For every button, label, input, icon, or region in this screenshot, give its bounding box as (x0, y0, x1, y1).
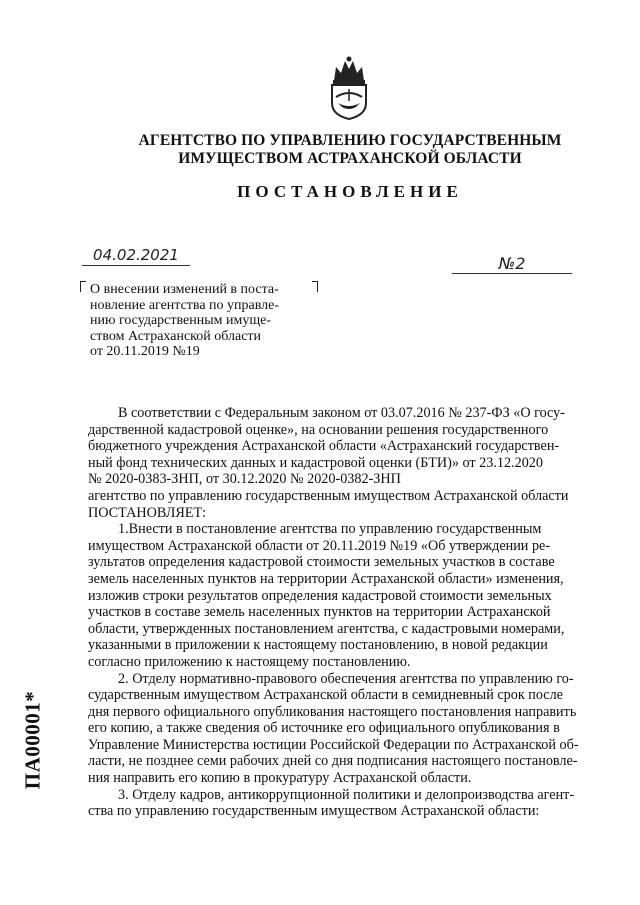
body-line: дня первого официального опубликования настоящего постановления направить (88, 703, 577, 720)
body-line: земель населенных пунктов на территории Астраханской области» изменения, (88, 570, 564, 587)
body-line: изложив строки результатов определения кадастровой стоимости земельных (88, 587, 552, 604)
document-date: 04.02.2021 (82, 246, 190, 266)
body-line: области, утвержденных постановлением агентства, с кадастровыми номерами, (88, 620, 565, 637)
body-line: ПОСТАНОВЛЯЕТ: (88, 504, 207, 521)
registration-stamp (18, 690, 48, 790)
subject-line: новление агентства по управле- (90, 297, 280, 313)
body-line: ный фонд технических данных и кадастровой оценки (БТИ)» от 23.12.2020 (88, 454, 543, 471)
body-line: 2. Отделу нормативно-правового обеспечения агентства по управлению го- (118, 670, 574, 687)
subject-block (90, 282, 316, 360)
subject-line: О внесении изменений в поста- (90, 282, 279, 297)
body-line: сударственным имуществом Астраханской области в семидневный срок после (88, 687, 563, 704)
body-line: 3. Отделу кадров, антикоррупционной политики и делопроизводства агент- (118, 786, 575, 803)
body-line: № 2020-0383-ЗНП, от 30.12.2020 № 2020-0382-ЗНП (88, 471, 401, 488)
coat-of-arms-icon (326, 55, 372, 121)
body-line: указанными в приложении к настоящему постановлению, в новой редакции (88, 637, 548, 654)
document-type: ПОСТАНОВЛЕНИЕ (237, 182, 463, 201)
body-line: зультатов определения кадастровой стоимости земельных участков в составе (88, 554, 555, 571)
body-line: В соответствии с Федеральным законом от 03.07.2016 № 237-ФЗ «О госу- (118, 405, 565, 421)
subject-line: нию государственным имуще- (90, 313, 272, 328)
stamp-text: ПА00001* (20, 690, 45, 790)
body-line: согласно приложению к настоящему постановлению. (88, 653, 411, 670)
agency-name-line1: АГЕНТСТВО ПО УПРАВЛЕНИЮ ГОСУДАРСТВЕННЫМ (138, 132, 562, 149)
body-line: Управление Министерства юстиции Российской Федерации по Астраханской об- (88, 736, 579, 753)
body-line: ласти, не позднее семи рабочих дней со дня подписания настоящего постановле- (88, 753, 578, 770)
subject-line: ством Астраханской области (90, 328, 262, 344)
agency-name-line2: ИМУЩЕСТВОМ АСТРАХАНСКОЙ ОБЛАСТИ (178, 150, 522, 167)
body-line: дарственной кадастровой оценке», на основании решения государственного (88, 421, 549, 438)
body-line: бюджетного учреждения Астраханской области «Астраханский государствен- (88, 438, 560, 455)
document-number: №2 (452, 254, 572, 274)
body-line: его копию, а также сведения об источнике его официального опубликования в (88, 720, 560, 737)
body-line: ства по управлению государственным имуществом Астраханской области: (88, 803, 540, 820)
subject-bracket-left (80, 281, 86, 292)
body-line: ния направить его копию в прокуратуру Астраханской области. (88, 770, 472, 787)
document-body (88, 405, 604, 820)
agency-name (120, 132, 580, 168)
body-line: имуществом Астраханской области от 20.11.2019 №19 «Об утверждении ре- (88, 537, 551, 554)
body-line: агентство по управлению государственным имуществом Астраханской области (88, 487, 569, 504)
body-line: участков в составе земель населенных пунктов на территории Астраханской (88, 604, 551, 621)
body-line: 1.Внести в постановление агентства по управлению государственным (118, 521, 542, 538)
subject-line: от 20.11.2019 №19 (90, 344, 200, 359)
